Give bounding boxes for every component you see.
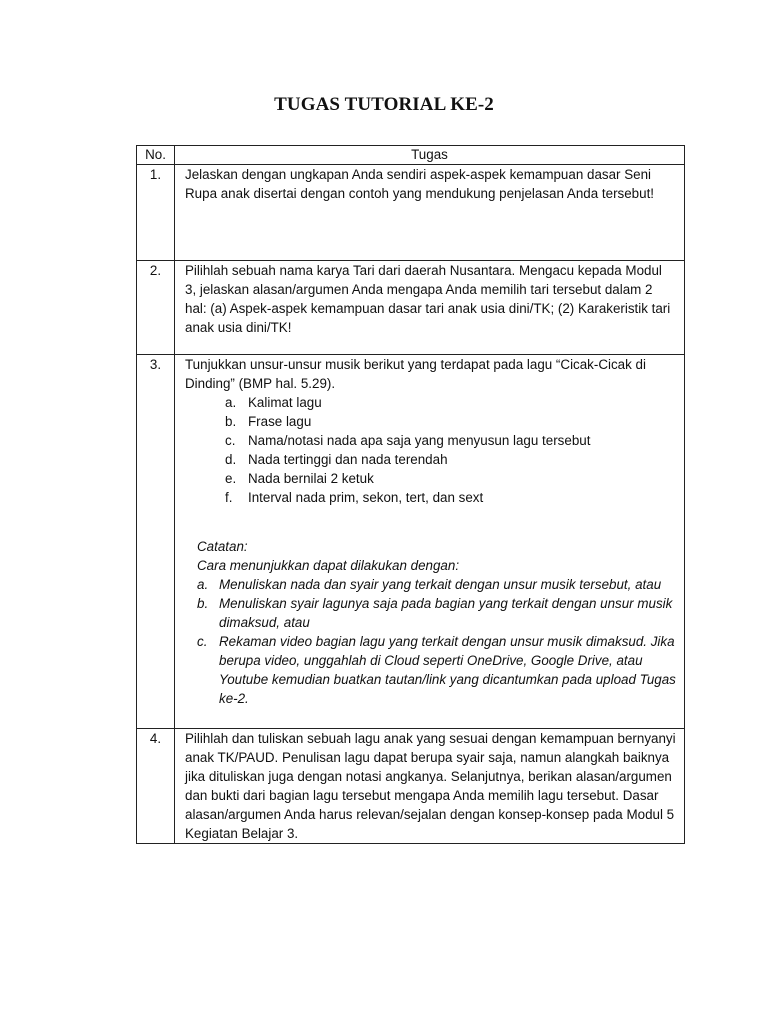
task-text: Pilihlah dan tuliskan sebuah lagu anak yang sesuai dengan kemampuan bernyanyi anak TK/PAUD. Penulisan lagu dapat berupa syair saja, namun alangkah baiknya jika dituliskan juga dengan notasi angkanya. Selanjutnya, berikan alasan/argumen dan bukti dari bagian lagu tersebut mengapa Anda memilih lagu tersebut. Dasar alasan/argumen Anda harus relevan/sejalan dengan konsep-konsep pada Modul 5 Kegiatan Belajar 3.: [175, 729, 685, 844]
table-header-row: [137, 146, 685, 165]
note-block: [185, 537, 676, 708]
list-item: [185, 393, 676, 412]
table-row: [137, 261, 685, 355]
list-item: [197, 594, 676, 632]
list-item: [185, 469, 676, 488]
list-marker: e.: [225, 471, 237, 486]
list-item: [185, 450, 676, 469]
list-marker: a.: [197, 577, 209, 592]
table-row: [137, 165, 685, 261]
table-row: [137, 355, 685, 729]
row-number: 2.: [137, 261, 175, 355]
note-heading: Catatan:: [197, 539, 248, 554]
list-marker: f.: [225, 490, 233, 505]
list-item-text: Kalimat lagu: [248, 395, 322, 410]
header-no: No.: [137, 146, 175, 165]
list-item-text: Nama/notasi nada apa saja yang menyusun lagu tersebut: [248, 433, 591, 448]
row-number: 3.: [137, 355, 175, 729]
task-cell: [175, 355, 685, 729]
list-item-text: Interval nada prim, sekon, tert, dan sext: [248, 490, 484, 505]
list-item: [185, 412, 676, 431]
list-item: [197, 632, 676, 708]
list-marker: b.: [225, 414, 237, 429]
list-marker: a.: [225, 395, 237, 410]
list-item-text: Rekaman video bagian lagu yang terkait dengan unsur musik dimaksud. Jika berupa video, unggahlah di Cloud seperti OneDrive, Google Drive, atau Youtube kemudian buatkan tautan/link yang dicantumkan pada upload Tugas ke-2.: [219, 634, 676, 706]
list-item-text: Frase lagu: [248, 414, 312, 429]
document-title: TUGAS TUTORIAL KE-2: [274, 94, 494, 115]
table-row: [137, 729, 685, 844]
list-item: [185, 431, 676, 450]
row-number: 1.: [137, 165, 175, 261]
row-number: 4.: [137, 729, 175, 844]
list-marker: c.: [197, 634, 208, 649]
task-text: Tunjukkan unsur-unsur musik berikut yang terdapat pada lagu “Cicak-Cicak di Dinding” (BMP hal. 5.29).: [185, 357, 646, 391]
music-element-list: [185, 393, 676, 507]
task-text: Pilihlah sebuah nama karya Tari dari daerah Nusantara. Mengacu kepada Modul 3, jelaskan alasan/argumen Anda mengapa Anda memilih tari tersebut dalam 2 hal: (a) Aspek-aspek kemampuan dasar tari anak usia dini/TK; (2) Karakeristik tari anak usia dini/TK!: [175, 261, 685, 355]
list-marker: b.: [197, 596, 209, 611]
list-item-text: Menuliskan syair lagunya saja pada bagian yang terkait dengan unsur musik dimaksud, atau: [219, 596, 673, 630]
list-item-text: Menuliskan nada dan syair yang terkait dengan unsur musik tersebut, atau: [219, 577, 662, 592]
list-item: [197, 575, 676, 594]
note-list: [197, 575, 676, 708]
task-text: Jelaskan dengan ungkapan Anda sendiri aspek-aspek kemampuan dasar Seni Rupa anak disertai dengan contoh yang mendukung penjelasan Anda tersebut!: [175, 165, 685, 261]
task-table: [136, 145, 685, 844]
list-marker: d.: [225, 452, 237, 467]
list-item-text: Nada tertinggi dan nada terendah: [248, 452, 448, 467]
list-marker: c.: [225, 433, 236, 448]
list-item-text: Nada bernilai 2 ketuk: [248, 471, 374, 486]
note-intro: Cara menunjukkan dapat dilakukan dengan:: [197, 558, 460, 573]
list-item: [185, 488, 676, 507]
header-task: Tugas: [175, 146, 685, 165]
